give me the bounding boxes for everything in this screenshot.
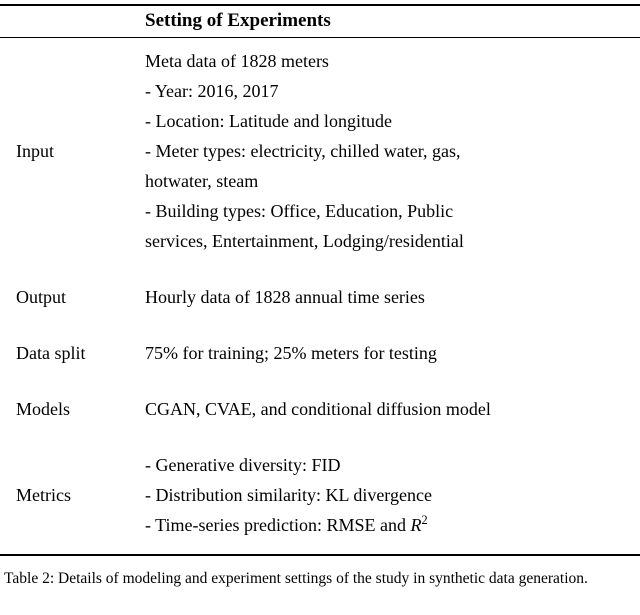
table-row-metrics <box>0 450 640 554</box>
row-label-metrics: Metrics <box>16 484 71 505</box>
content-line: hotwater, steam <box>145 171 259 191</box>
row-label-models: Models <box>16 398 70 419</box>
row-label-output: Output <box>16 286 67 307</box>
content-line: Hourly data of 1828 annual time series <box>145 287 425 307</box>
content-line: - Year: 2016, 2017 <box>145 81 279 101</box>
math-exponent: 2 <box>421 513 428 527</box>
table-header-row <box>0 6 640 37</box>
table-row-data-split <box>0 338 640 368</box>
content-line: 75% for training; 25% meters for testing <box>145 343 437 363</box>
header-label-spacer <box>0 10 145 32</box>
content-line: - Distribution similarity: KL divergence <box>145 485 432 505</box>
content-line: services, Entertainment, Lodging/residential <box>145 231 464 251</box>
content-line: - Location: Latitude and longitude <box>145 111 392 131</box>
content-line: CGAN, CVAE, and conditional diffusion model <box>145 399 491 419</box>
table-row-input <box>0 46 640 256</box>
table-body <box>0 38 640 554</box>
content-line: - Meter types: electricity, chilled water, gas, <box>145 141 461 161</box>
content-line: - Generative diversity: FID <box>145 455 341 475</box>
content-line-formula <box>145 510 636 540</box>
table-row-models <box>0 394 640 424</box>
formula-text: - Time-series prediction: RMSE and <box>145 515 411 535</box>
table-caption: Table 2: Details of modeling and experiment settings of the study in synthetic data generation. <box>4 570 588 587</box>
row-label-data-split: Data split <box>16 342 86 363</box>
table-header: Setting of Experiments <box>145 10 331 31</box>
table-row-output <box>0 282 640 312</box>
table-bottom-rule <box>0 554 640 556</box>
content-line: - Building types: Office, Education, Public <box>145 201 454 221</box>
math-symbol-r: R <box>410 515 422 535</box>
content-line: Meta data of 1828 meters <box>145 51 329 71</box>
row-label-input: Input <box>16 140 54 161</box>
